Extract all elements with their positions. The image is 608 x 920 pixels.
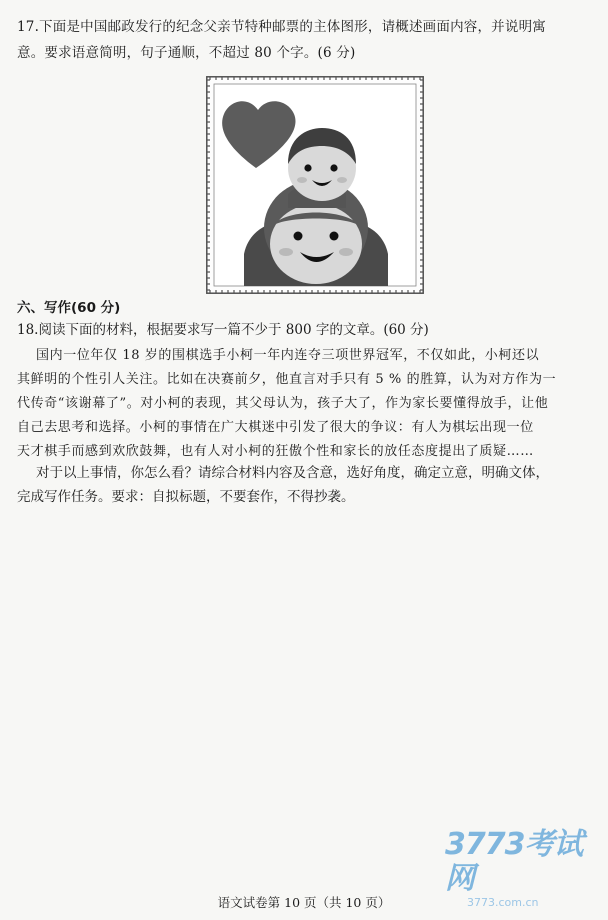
q17-line-2: 意。要求语意简明，句子通顺，不超过 80 个字。(6 分) — [17, 45, 356, 61]
material-line: 代传奇“该谢幕了”。对小柯的表现，其父母认为，孩子大了，作为家长要懂得放手，让他 — [17, 396, 549, 411]
writing-requirements — [17, 461, 598, 509]
question-18-prompt: 18.阅读下面的材料，根据要求写一篇不少于 800 字的文章。(60 分) — [17, 322, 429, 338]
watermark-url: 3773.com.cn — [467, 896, 539, 909]
site-watermark — [445, 827, 605, 909]
material-line: 天才棋手而感到欢欣鼓舞，也有人对小柯的狂傲个性和家长的放任态度提出了质疑…… — [17, 444, 534, 459]
requirements-line-1: 对于以上事情，你怎么看？请综合材料内容及含意，选好角度，确定立意，明确文体， — [36, 465, 549, 481]
q17-line-1: 17.下面是中国邮政发行的纪念父亲节特种邮票的主体图形，请概述画面内容，并说明寓 — [17, 19, 546, 35]
material-line: 自己去思考和选择。小柯的事情在广大棋迷中引发了很大的争议：有人为棋坛出现一位 — [17, 420, 534, 435]
page-footer: 语文试卷第 10 页（共 10 页） — [217, 895, 391, 910]
question-17 — [17, 14, 597, 66]
section-6-heading: 六、写作(60 分) — [17, 300, 121, 316]
watermark-logo: 3773考试网 — [445, 827, 583, 896]
fathers-day-stamp — [206, 76, 424, 294]
material-line: 其鲜明的个性引人关注。比如在决赛前夕，他直言对手只有 5 % 的胜算，认为对方作为一 — [17, 372, 557, 387]
child-figure — [288, 128, 356, 208]
material-line: 国内一位年仅 18 岁的围棋选手小柯一年内连夺三项世界冠军，不仅如此，小柯还以 — [36, 348, 540, 363]
requirements-line-2: 完成写作任务。要求：自拟标题，不要套作，不得抄袭。 — [17, 489, 355, 505]
reading-material — [17, 344, 598, 464]
